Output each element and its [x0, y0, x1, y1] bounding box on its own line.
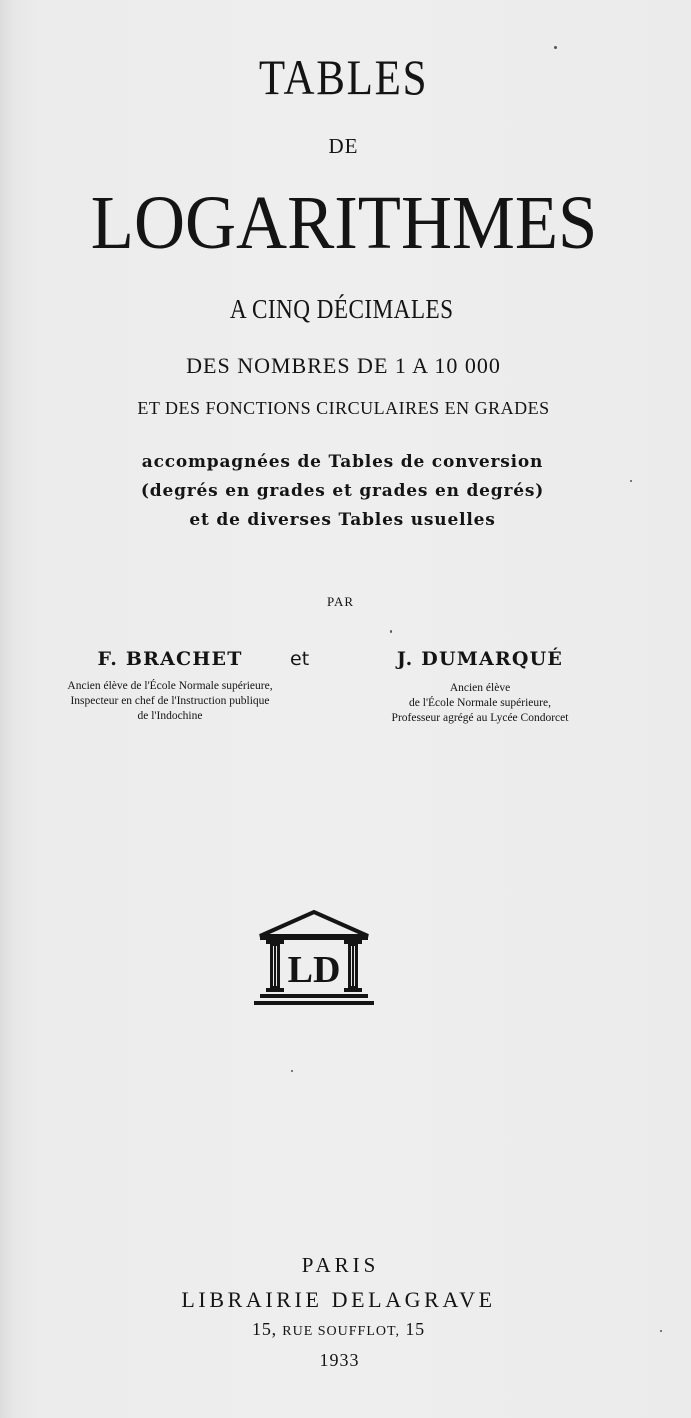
title-tables: TABLES: [258, 49, 429, 105]
paper-speck: [660, 1330, 662, 1332]
title-logarithmes: LOGARITHMES: [90, 181, 598, 265]
title-de: DE: [328, 134, 359, 158]
address-number-end: 15: [405, 1319, 425, 1339]
paper-speck: [554, 46, 557, 49]
author-1-name: F. BRACHET: [97, 648, 243, 670]
subtitle-nombres: DES NOMBRES DE 1 A 10 000: [186, 353, 501, 378]
author-1-desc-line: Inspecteur en chef de l'Instruction publique: [70, 695, 270, 707]
author-1-desc-line: Ancien élève de l'École Normale supérieure,: [67, 680, 273, 692]
accompaniment-line-2: (degrés en grades et grades en degrés): [140, 481, 545, 501]
par-label: PAR: [326, 594, 355, 609]
author-2-name: J. DUMARQUÉ: [396, 648, 564, 670]
author-2-desc-line: Ancien élève: [449, 682, 511, 694]
authors-conjunction: et: [290, 648, 310, 670]
address-street: RUE SOUFFLOT,: [282, 1324, 401, 1339]
publication-year: 1933: [319, 1350, 360, 1370]
author-1-desc-line: de l'Indochine: [137, 710, 203, 722]
accompaniment-line-1: accompagnées de Tables de conversion: [141, 452, 544, 472]
paper-speck: [630, 480, 632, 482]
paper-speck: [390, 630, 392, 633]
publisher-city: PARIS: [301, 1253, 380, 1277]
paper-speck: [291, 1070, 293, 1072]
publisher-name: LIBRAIRIE DELAGRAVE: [181, 1287, 496, 1312]
publisher-temple-logo-icon: [254, 910, 374, 1012]
address-number: 15,: [252, 1319, 277, 1339]
author-2-desc-line: de l'École Normale supérieure,: [409, 697, 551, 709]
publisher-address: [0, 1319, 684, 1340]
subtitle-fonctions: ET DES FONCTIONS CIRCULAIRES EN GRADES: [137, 398, 550, 418]
accompaniment-line-3: et de diverses Tables usuelles: [189, 510, 496, 530]
subtitle-decimales: A CINQ DÉCIMALES: [229, 294, 454, 324]
author-2-desc-line: Professeur agrégé au Lycée Condorcet: [391, 712, 569, 724]
logo-monogram: LD: [287, 949, 341, 991]
